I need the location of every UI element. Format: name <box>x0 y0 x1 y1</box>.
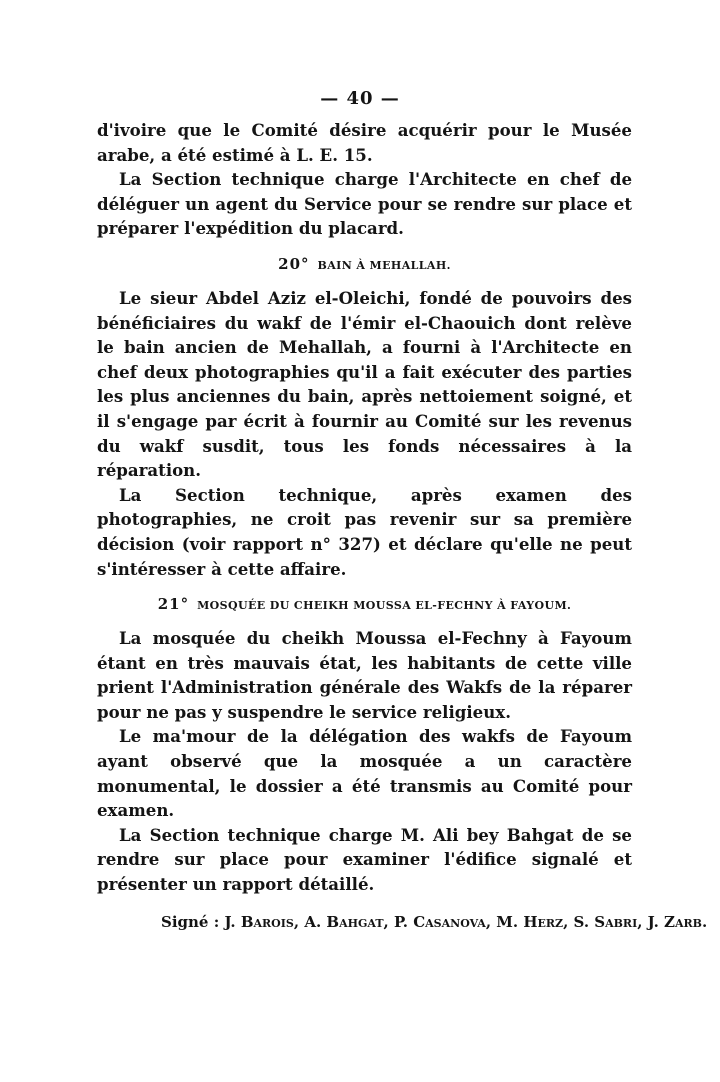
page-number: — 40 — <box>320 88 400 109</box>
signatory-name: M. Herz <box>496 912 564 931</box>
section-title: MOSQUÉE DU CHEIKH MOUSSA EL-FECHNY À FAYOUM. <box>197 599 572 613</box>
signatory-name: J. Barois <box>224 912 294 931</box>
paragraph: La mosquée du cheikh Moussa el-Fechny à Fayoum étant en très mauvais état, les habitants de cette ville prient l'Administration générale des Wakfs de la réparer pour ne pas y suspendre le service religieux. <box>97 628 632 722</box>
paragraph: Le ma'mour de la délégation des wakfs de Fayoum ayant observé que la mosquée a un caractère monumental, le dossier a été transmis au Comité pour examen. <box>97 726 632 821</box>
signatory-name: P. Casanova <box>393 912 486 931</box>
section-number: 21° <box>157 595 190 614</box>
paragraph: La Section technique, après examen des photographies, ne croit pas revenir sur sa première décision (voir rapport n° 327) et déclare qu'elle ne peut s'intéresser à cette affaire. <box>97 484 632 579</box>
signature-prefix: Signé : <box>161 912 225 931</box>
section-title: BAIN À MEHALLAH. <box>317 258 451 272</box>
section-heading-21 <box>97 595 632 613</box>
paragraph: La Section technique charge l'Architecte en chef de déléguer un agent du Service pour se rendre sur place et préparer l'expédition du placard. <box>97 169 632 239</box>
section-number: 20° <box>278 254 310 273</box>
signatory-name: A. Bahgat <box>304 912 384 931</box>
body-text <box>97 118 708 933</box>
section-heading-20 <box>97 255 632 273</box>
paragraph-continued: d'ivoire que le Comité désire acquérir pour le Musée arabe, a été estimé à L. E. 15. <box>97 120 632 165</box>
signatory-name: J. Zarb. <box>647 912 708 931</box>
paragraph: Le sieur Abdel Aziz el-Oleichi, fondé de pouvoirs des bénéficiaires du wakf de l'émir el-Chaouich dont relève le bain ancien de Mehallah, a fourni à l'Architecte en chef deux photographies qu'il a fait exécuter des parties les plus anciennes du bain, après nettoiement soigné, et il s'engage par écrit à fournir au Comité sur les revenus du wakf susdit, tous les fonds nécessaires à la réparation. <box>97 287 632 481</box>
paragraph: La Section technique charge M. Ali bey Bahgat de se rendre sur place pour examiner l'édifice signalé et présenter un rapport détaillé. <box>97 824 632 895</box>
signature-line: Signé : J. Barois, A. Bahgat, P. Casanova, M. Herz, S. Sabri, J. Zarb. <box>161 912 708 931</box>
signatory-name: S. Sabri <box>573 912 638 931</box>
